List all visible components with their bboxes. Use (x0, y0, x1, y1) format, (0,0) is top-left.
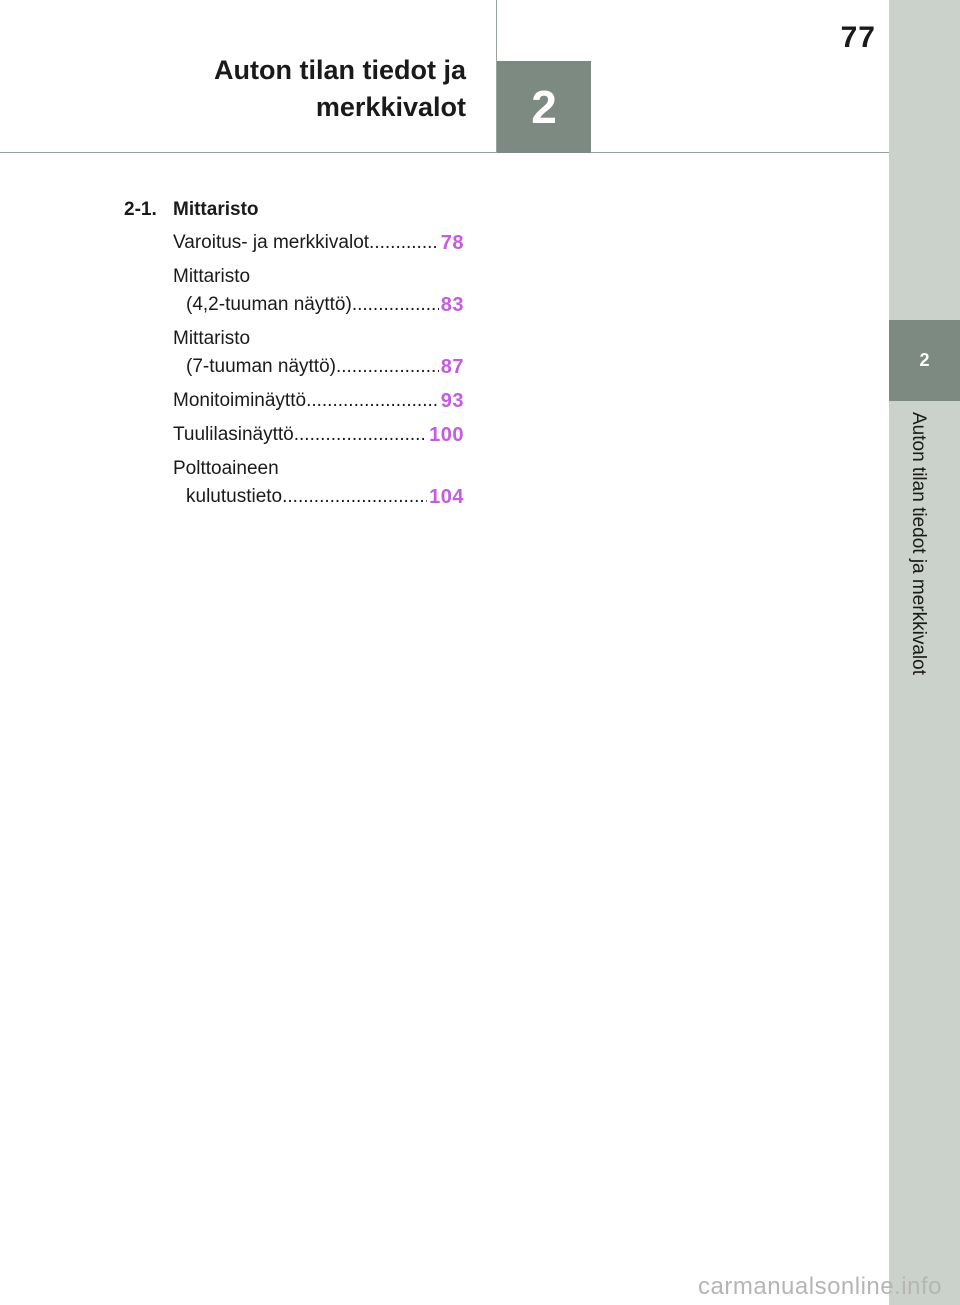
toc-page-link[interactable]: 83 (440, 294, 464, 316)
table-of-contents (124, 199, 464, 517)
toc-entry-text: Polttoaineen (173, 458, 279, 479)
toc-page-link[interactable]: 87 (440, 356, 464, 378)
toc-page-link[interactable]: 104 (429, 486, 464, 508)
toc-section-number: 2-1. (124, 199, 157, 220)
side-chapter-label: Auton tilan tiedot ja merkkivalot (908, 412, 929, 675)
toc-entry-text: (4,2-tuuman näyttö) (186, 294, 352, 315)
chapter-title (86, 52, 466, 126)
chapter-number-box: 2 (497, 61, 591, 153)
side-chapter-tab[interactable]: 2 (889, 320, 960, 401)
chapter-title-line-2: merkkivalot (315, 92, 466, 122)
toc-entry-text: kulutustieto (186, 486, 283, 507)
toc-section-title: Mittaristo (173, 199, 259, 220)
toc-entry[interactable] (173, 455, 464, 511)
toc-entry-text: Mittaristo (173, 328, 251, 349)
toc-entry-text: (7-tuuman näyttö) (186, 356, 336, 377)
toc-entry[interactable] (173, 387, 464, 415)
toc-page-link[interactable]: 100 (429, 424, 464, 446)
toc-section-heading (124, 199, 464, 221)
page-number: 77 (840, 21, 876, 54)
toc-entry[interactable] (173, 229, 464, 257)
toc-page-link[interactable]: 78 (440, 232, 464, 254)
toc-entry-text: Mittaristo (173, 266, 251, 287)
toc-entry[interactable] (173, 421, 464, 449)
toc-entry-text: Tuulilasinäyttö (173, 424, 294, 445)
toc-entry[interactable] (173, 263, 464, 319)
toc-entry-text: Varoitus- ja merkkivalot (173, 232, 370, 253)
chapter-title-line-1: Auton tilan tiedot ja (214, 55, 466, 85)
toc-entry-text: Monitoiminäyttö (173, 390, 307, 411)
toc-page-link[interactable]: 93 (440, 390, 464, 412)
toc-entry[interactable] (173, 325, 464, 381)
watermark: carmanualsonline.info (698, 1273, 942, 1300)
header-divider (0, 152, 889, 153)
